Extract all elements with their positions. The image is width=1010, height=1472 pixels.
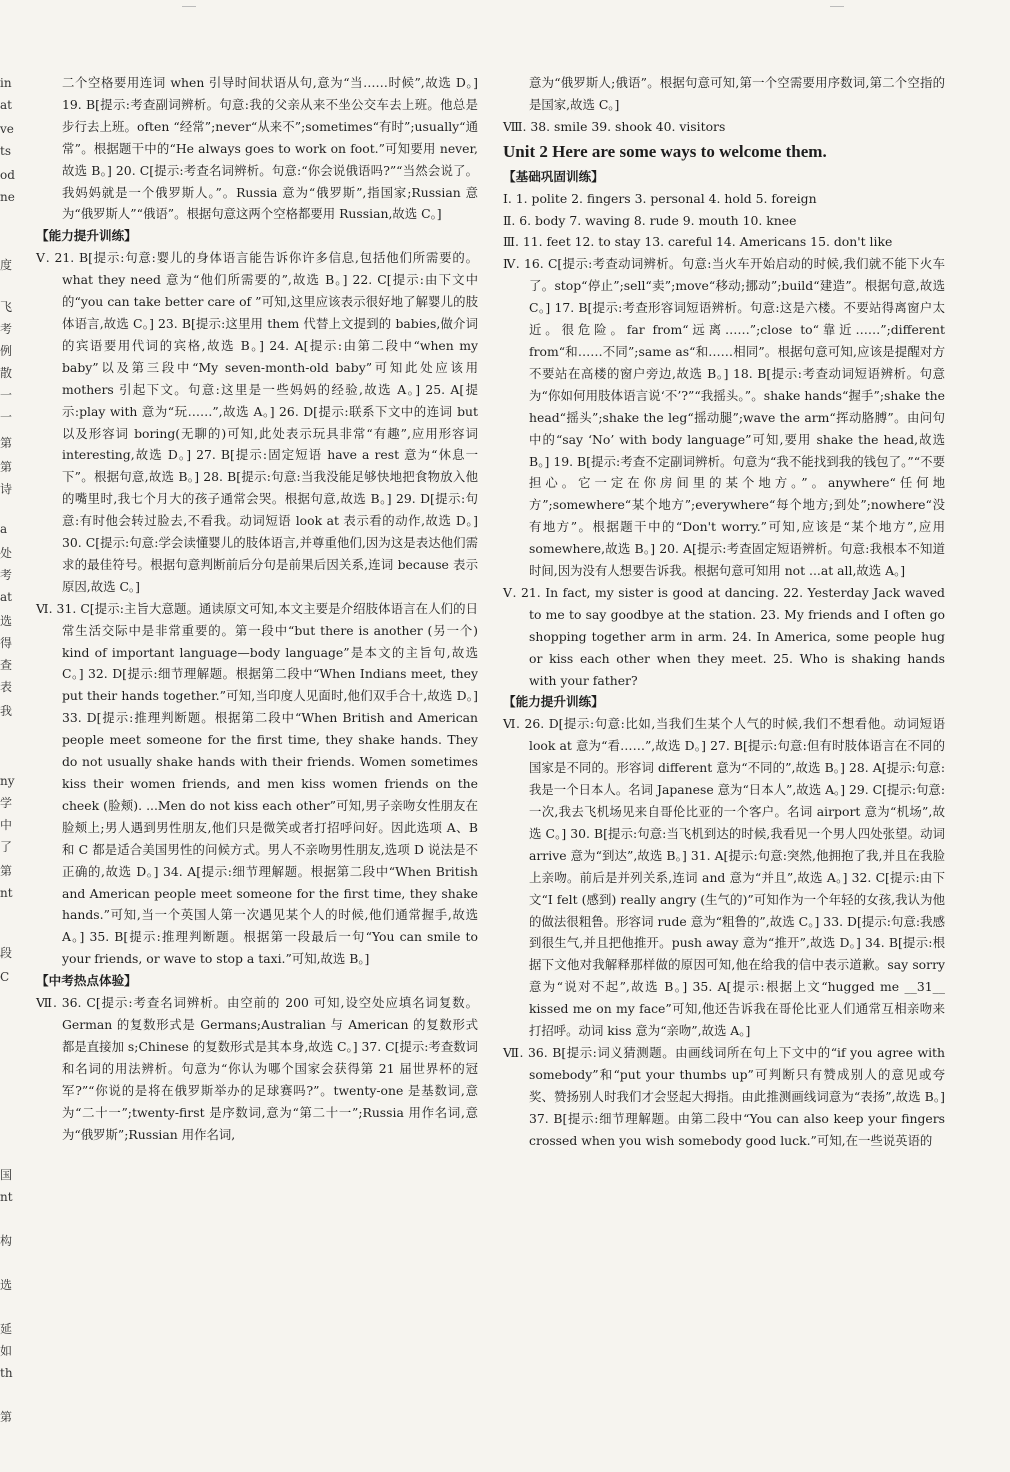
- answer-paragraph: Ⅶ. 36. B[提示:词义猜测题。由画线词所在句上下文中的“if you agree with somebody”和“put your thumbs up”可判断只有赞成别人的意见或夸奖、赞扬别人时我们才会竖起大拇指。由此推测画线词意为“表扬”,故选 B。] 37. B[提示:细节理解题。由第二段中“You can also keep your fingers crossed when you wish somebody good luck.”可知,在一些说英语的: [503, 1044, 945, 1148]
- right-column: [503, 72, 945, 1152]
- answer-paragraph: Ⅴ. 21. B[提示:句意:婴儿的身体语言能告诉你许多信息,包括他们所需要的。what they need 意为“他们所需要的”,故选 B。] 22. C[提示:由下文中的“you can take better care of ”可知,这里应该表示很好地了解婴儿的肢体语言,故选 C。] 23. B[提示:这里用 them 代替上文提到的 babies,做介词的宾语要用代词的宾格,故选 B。] 24. A[提示:由第二段中“when my baby”以及第三段中“My seven-month-old baby”可知此处应该用 mothers 引起下文。句意:这里是一些妈妈的经验,故选 A。] 25. A[提示:play with 意为“玩……”,故选 A。] 26. D[提示:联系下文中的连词 but 以及形容词 boring(无聊的)可知,此处表示玩具非常“有趣”,应用形容词 interesting,故选 D。] 27. B[提示:固定短语 have a rest 意为“休息一下”。根据句意,故选 B。] 28. B[提示:句意:当我没能足够快地把食物放入他的嘴里时,我七个月大的孩子通常会哭。根据句意,故选 B。] 29. D[提示:句意:有时他会转过脸去,不看我。动词短语 look at 表示看的动作,故选 D。] 30. C[提示:句意:学会读懂婴儿的肢体语言,并尊重他们,因为这是表达他们需求的最佳符号。根据句意判断前后分句是前果后因关系,连词 because 表示原因,故选 C。]: [36, 250, 478, 594]
- gutter-fragment: 学: [0, 796, 13, 810]
- gutter-fragment: at: [0, 590, 12, 604]
- gutter-fragment: nt: [0, 1190, 13, 1204]
- gutter-fragment: 得: [0, 636, 13, 650]
- answer-paragraph: Ⅷ. 38. smile 39. shook 40. visitors: [503, 118, 726, 134]
- gutter-fragment: a: [0, 522, 8, 536]
- gutter-fragment: 了: [0, 840, 13, 854]
- gutter-fragment: in: [0, 76, 12, 90]
- gutter-fragment: 构: [0, 1234, 13, 1248]
- gutter-fragment: at: [0, 98, 12, 112]
- gutter-fragment: ts: [0, 144, 11, 158]
- section-heading: 【能力提升训练】: [36, 228, 137, 244]
- gutter-fragment: 第: [0, 1410, 13, 1424]
- gutter-fragment: 国: [0, 1168, 13, 1182]
- answer-paragraph: Ⅳ. 16. C[提示:考查动词辨析。句意:当火车开始启动的时候,我们就不能下火车了。stop“停止”;sell“卖”;move“移动;挪动”;build“建造”。根据句意,故选 C。] 17. B[提示:考查形容词短语辨析。句意:这是六楼。不要站得离窗户太近。很危险。far from“远离……”;close to“靠近……”;different from“和……不同”;same as“和……相同”。根据句意可知,应该是提醒对方不要站在高楼的窗户旁边,故选 B。] 18. B[提示:考查动词短语辨析。句意为“你如何用肢体语言说‘不’?”“我摇头。”。shake hands“握手”;shake the head“摇头”;shake the leg“摇动腿”;wave the arm“挥动胳膊”。由问句中的“say ‘No’ with body language”可知,要用 shake the head,故选 B。] 19. B[提示:考查不定副词辨析。句意为“我不能找到我的钱包了。”“不要担心。它一定在你房间里的某个地方。”。anywhere“任何地方”;somewhere“某个地方”;everywhere“每个地方;到处”;nowhere“没有地方”。根据题干中的“Don't worry.”可知,应该是“某个地方”,应用 somewhere,故选 B。] 20. A[提示:考查固定短语辨析。句意:我根本不知道时间,因为没有人想要告诉我。根据句意可知用 not ...at all,故选 A。]: [503, 256, 945, 579]
- gutter-fragment: 诗: [0, 482, 13, 496]
- answer-paragraph: Ⅵ. 26. D[提示:句意:比如,当我们生某个人气的时候,我们不想看他。动词短语 look at 意为“看……”,故选 D。] 27. B[提示:句意:但有时肢体语言在不同的国家是不同的。形容词 different 意为“不同的”,故选 B。] 28. A[提示:句意:我是一个日本人。名词 Japanese 意为“日本人”,故选 A。] 29. C[提示:句意:一次,我去飞机场见来自哥伦比亚的一个客户。名词 airport 意为“机场”,故选 C。] 30. B[提示:句意:当飞机到达的时候,我看见一个男人四处张望。动词 arrive 意为“到达”,故选 B。] 31. A[提示:句意:突然,他拥抱了我,并且在我脸上亲吻。前后是并列关系,连词 and 意为“并且”,故选 A。] 32. C[提示:由下文“I felt (感到) really angry (生气的)”可知作为一个年轻的女孩,我认为他的做法很粗鲁。形容词 rude 意为“粗鲁的”,故选 C。] 33. D[提示:句意:我感到很生气,并且把他推开。push away 意为“推开”,故选 D。] 34. B[提示:根据下文他对我解释那样做的原因可知,他在给我的信中表示道歉。say sorry 意为“说对不起”,故选 B。] 35. A[提示:根据上文“hugged me __31__ kissed me on my face”可知,他还告诉我在哥伦比亚人们通常互相亲吻来打招呼。动词 kiss 意为“亲吻”,故选 A。]: [503, 716, 945, 1039]
- gutter-fragment: th: [0, 1366, 13, 1380]
- answer-paragraph: Ⅴ. 21. In fact, my sister is good at dancing. 22. Yesterday Jack waved to me to say goodbye at the station. 23. My friends and I often go shopping together arm in arm. 24. In America, some people hug or kiss each other when they meet. 25. Who is shaking hands with your father?: [503, 584, 945, 688]
- gutter-fragment: 如: [0, 1344, 13, 1358]
- answer-paragraph: 二个空格要用连词 when 引导时间状语从句,意为“当……时候”,故选 D。] 19. B[提示:考查副词辨析。句意:我的父亲从来不坐公交车去上班。他总是步行去上班。often “经常”;never“从来不”;sometimes“有时”;usually“通常”。根据题干中的“He always goes to work on foot.”可知要用 never,故选 B。] 20. C[提示:考查名词辨析。句意:“你会说俄语吗?”“当然会说了。我妈妈就是一个俄罗斯人。”。Russia 意为“俄罗斯”,指国家;Russian 意为“俄罗斯人”“俄语”。根据句意这两个空格都要用 Russian,故选 C。]: [62, 75, 478, 222]
- answer-paragraph: 意为“俄罗斯人;俄语”。根据句意可知,第一个空需要用序数词,第二个空指的是国家,故选 C。]: [529, 75, 945, 112]
- gutter-fragment: 考: [0, 322, 13, 336]
- answer-paragraph: Ⅵ. 31. C[提示:主旨大意题。通读原文可知,本文主要是介绍肢体语言在人们的日常生活交际中是非常重要的。第一段中“but there is another (另一个) kind of important language—body language”是本文的主旨句,故选 C。] 32. D[提示:细节理解题。根据第二段中“When Indians meet, they put their hands together.”可知,当印度人见面时,他们双手合十,故选 D。] 33. D[提示:推理判断题。根据第二段中“When British and American people meet someone for the first time, they shake hands. They do not usually shake hands with their friends. Women sometimes kiss their women friends, and men kiss women friends on the cheek (脸颊). ...Men do not kiss each other”可知,男子亲吻女性朋友在脸颊上;男人遇到男性朋友,他们只是微笑或者打招呼问好。因此选项 A、B 和 C 都是适合美国男性的问候方式。男人不亲吻男性朋友,选项 D 说法是不正确的,故选 D。] 34. A[提示:细节理解题。根据第二段中“When British and American people meet someone for the first time, they shake hands.”可知,当一个英国人第一次遇见某个人的时候,他们通常握手,故选 A。] 35. B[提示:推理判断题。根据第一段最后一句“You can smile to your friends, or wave to stop a taxi.”可知,故选 B。]: [36, 600, 478, 967]
- gutter-fragment: 考: [0, 568, 13, 582]
- gutter-fragment: 选: [0, 1278, 13, 1292]
- answer-paragraph: Ⅶ. 36. C[提示:考查名词辨析。由空前的 200 可知,设空处应填名词复数。German 的复数形式是 Germans;Australian 与 American 的复数形式都是直接加 s;Chinese 的复数形式是其本身,故选 C。] 37. C[提示:考查数词和名词的用法辨析。句意为“你认为哪个国家会获得第 21 届世界杯的冠军?”“你说的是将在俄罗斯举办的足球赛吗?”。twenty-one 是基数词,意为“二十一”;twenty-first 是序数词,意为“第二十一”;Russia 用作名词,意为“俄罗斯”;Russian 用作名词,: [36, 995, 478, 1142]
- gutter-fragment: ve: [0, 122, 14, 136]
- gutter-fragment: ne: [0, 190, 15, 204]
- gutter-fragment: 度: [0, 258, 13, 272]
- gutter-fragment: 处: [0, 546, 13, 560]
- gutter-fragment: 第: [0, 460, 13, 474]
- gutter-fragment: C: [0, 970, 10, 984]
- left-gutter-fragments: [0, 70, 16, 1424]
- gutter-fragment: 中: [0, 818, 13, 832]
- gutter-fragment: 段: [0, 946, 13, 960]
- gutter-fragment: 查: [0, 658, 13, 672]
- gutter-fragment: 延: [0, 1322, 13, 1336]
- section-heading: 【能力提升训练】: [503, 694, 604, 710]
- gutter-fragment: 一: [0, 388, 13, 402]
- gutter-fragment: 表: [0, 680, 13, 694]
- section-heading: 【中考热点体验】: [36, 973, 137, 989]
- gutter-fragment: nt: [0, 886, 13, 900]
- gutter-fragment: 我: [0, 704, 13, 718]
- gutter-fragment: 选: [0, 614, 13, 628]
- gutter-fragment: 第: [0, 864, 13, 878]
- gutter-fragment: 飞: [0, 300, 13, 314]
- answer-paragraph: Ⅲ. 11. feet 12. to stay 13. careful 14. Americans 15. don't like: [503, 234, 893, 250]
- answer-paragraph: Ⅰ. 1. polite 2. fingers 3. personal 4. hold 5. foreign: [503, 190, 817, 206]
- top-crop-mark: [182, 6, 196, 7]
- left-column: [36, 72, 478, 1145]
- gutter-fragment: 第: [0, 436, 13, 450]
- gutter-fragment: od: [0, 168, 15, 182]
- gutter-fragment: 散: [0, 366, 13, 380]
- section-heading: 【基础巩固训练】: [503, 168, 604, 184]
- answer-paragraph: Ⅱ. 6. body 7. waving 8. rude 9. mouth 10. knee: [503, 212, 797, 228]
- gutter-fragment: 一: [0, 410, 13, 424]
- unit-title: Unit 2 Here are some ways to welcome them.: [503, 141, 827, 161]
- top-crop-mark: [830, 6, 844, 7]
- gutter-fragment: 例: [0, 344, 13, 358]
- gutter-fragment: ny: [0, 774, 15, 788]
